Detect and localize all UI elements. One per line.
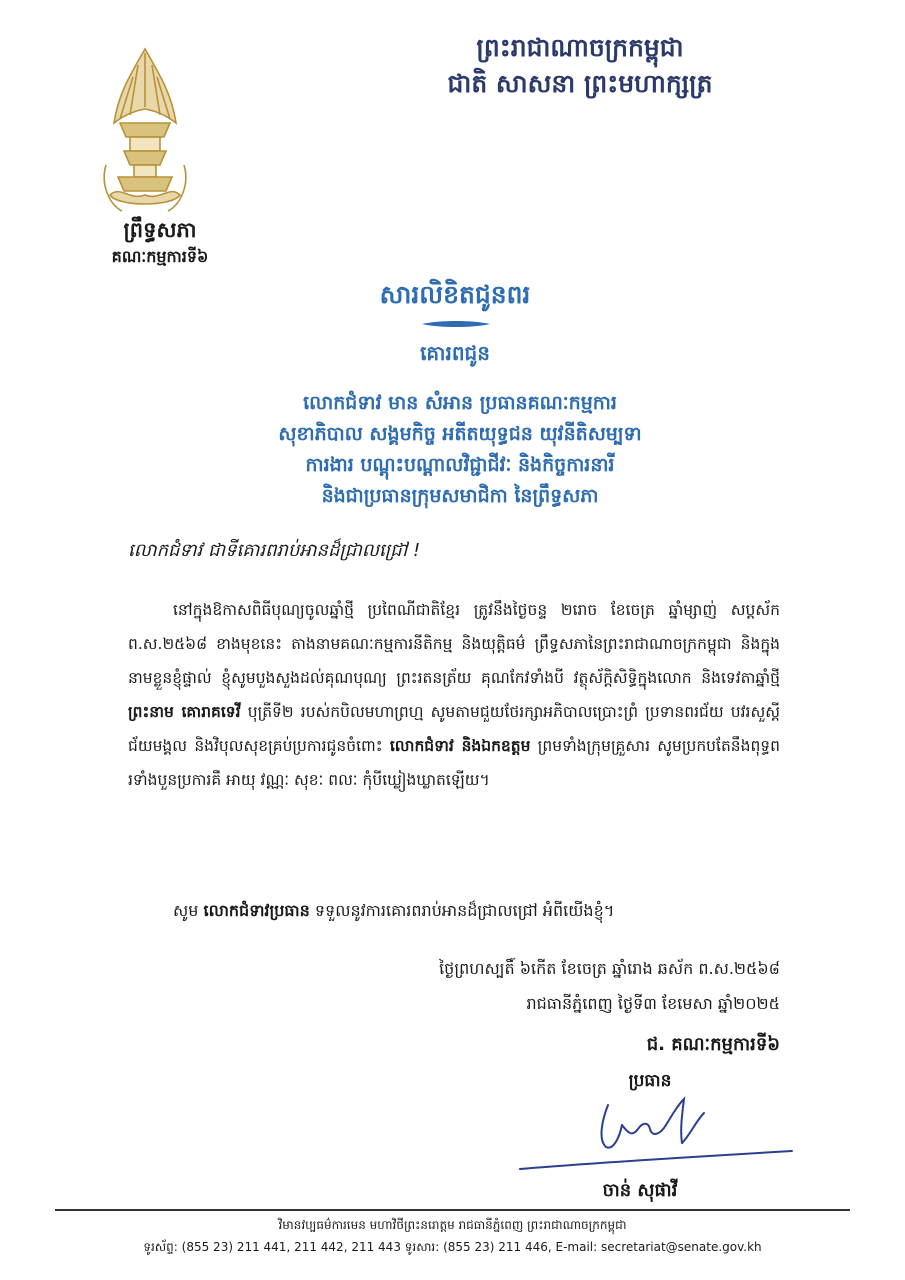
to-label: គោរពជូន: [420, 341, 490, 365]
recipient-line-2: សុខាភិបាល សង្គមកិច្ច អតីតយុទ្ធជន យុវនីតិសម្បទា: [278, 423, 642, 445]
closing-post: ទទួលនូវការគោរពរាប់អានដ៏ជ្រាលជ្រៅ អំពីយើងខ្ញុំ។: [309, 901, 615, 920]
closing-paragraph: [128, 900, 780, 924]
body-text-3: ព្រមទាំងក្រុមគ្រួសារ សូមប្រកបតែនឹងពុទ្ធពរទាំងបួនប្រការគឺ អាយុ វណ្ណៈ សុខៈ ពលៈ កុំបីឃ្លៀងឃ្លាតឡើយ។: [128, 737, 780, 789]
handwritten-signature-icon: [510, 1085, 800, 1180]
org-block: [80, 215, 240, 269]
salutation: លោកជំទាវ ជាទីគោរពរាប់អានដ៏ជ្រាលជ្រៅ !: [128, 540, 421, 561]
closing-bold: លោកជំទាវប្រធាន: [203, 901, 310, 920]
footer-divider: [55, 1209, 850, 1211]
recipient-line-1: លោកជំទាវ មាន សំអាន ប្រធានគណៈកម្មការ: [303, 392, 617, 414]
header-block: [300, 30, 860, 102]
org-name: ព្រឹទ្ធសភា: [123, 218, 197, 242]
signatory-name: ចាន់ សុផាវី: [602, 1180, 678, 1201]
document-title: សារលិខិតជូនពរ: [379, 280, 531, 309]
footer-address: វិមានវប្បធម៌ការមេន មហាវិថីព្រះនរោត្តម រាជធានីភ្នំពេញ ព្រះរាជាណាចក្រកម្ពុជា: [278, 1218, 627, 1232]
recipient-block: [180, 388, 740, 512]
kingdom-title: ព្រះរាជាណាចក្រកម្ពុជា: [476, 33, 684, 62]
date-lunar: ថ្ងៃព្រហស្បតិ៍ ៦កើត ខែចេត្រ ឆ្នាំរោង ឆស័ក ព.ស.២៥៦៨: [439, 959, 780, 978]
signature-role: ប្រធាន: [628, 1071, 672, 1091]
recipient-line-4: និងជាប្រធានក្រុមសមាជិកា នៃព្រឹទ្ធសភា: [321, 485, 599, 507]
date-solar: រាជធានីភ្នំពេញ ថ្ងៃទី៣ ខែមេសា ឆ្នាំ២០២៥: [526, 994, 780, 1013]
body-text-2: បុត្រីទី២ របស់កបិលមហាព្រហ្ម សូមតាមជួយថែរក្សាអភិបាលប្រោះព្រំ ប្រទានពរជ័យ បវរសួស្តី ជ័យមង្គល និងវិបុលសុខគ្រប់ប្រការជូនចំពោះ: [128, 703, 780, 755]
body-bold-2: លោកជំទាវ និងឯកឧត្តម: [389, 737, 531, 755]
footer-contact: ទូរស័ព្ទ: (855 23) 211 441, 211 442, 211 443 ទូរសារ: (855 23) 211 446, E-mail: secretariat@senate.gov.kh: [143, 1240, 762, 1254]
committee-name: គណៈកម្មការទី៦: [111, 247, 209, 266]
body-paragraph: [128, 593, 780, 797]
body-text-1: នៅក្នុងឱកាសពិធីបុណ្យចូលឆ្នាំថ្មី ប្រពៃណីជាតិខ្មែរ ត្រូវនឹងថ្ងៃចន្ទ ២រោច ខែចេត្រ ឆ្នាំម្សាញ់ សប្តស័ក ព.ស.២៥៦៨ ខាងមុខនេះ តាងនាមគណៈកម្មការនីតិកម្ម និងយុត្តិធម៌ ព្រឹទ្ធសភានៃព្រះរាជាណាចក្រកម្ពុជា និងក្នុងនាមខ្លួនខ្ញុំផ្ទាល់ ខ្ញុំសូមបួងសួងដល់គុណបុណ្យ ព្រះរតនត្រ័យ គុណកែវទាំងបី វត្ថុស័ក្តិសិទ្ធិក្នុងលោក និងទេវតាឆ្នាំថ្មី: [128, 601, 780, 687]
senate-emblem-icon: [100, 45, 190, 220]
recipient-line-3: ការងារ បណ្ដុះបណ្ដាលវិជ្ជាជីវៈ និងកិច្ចការនារី: [305, 454, 615, 476]
body-bold-1: ព្រះនាម គោរាគទេវី: [128, 703, 241, 721]
closing-pre: សូម: [173, 901, 204, 920]
signature-org: ជ. គណៈកម្មការទី៦: [646, 1034, 780, 1055]
motto: ជាតិ សាសនា ព្រះមហាក្សត្រ: [447, 69, 713, 98]
ornament-divider-icon: [420, 318, 492, 330]
